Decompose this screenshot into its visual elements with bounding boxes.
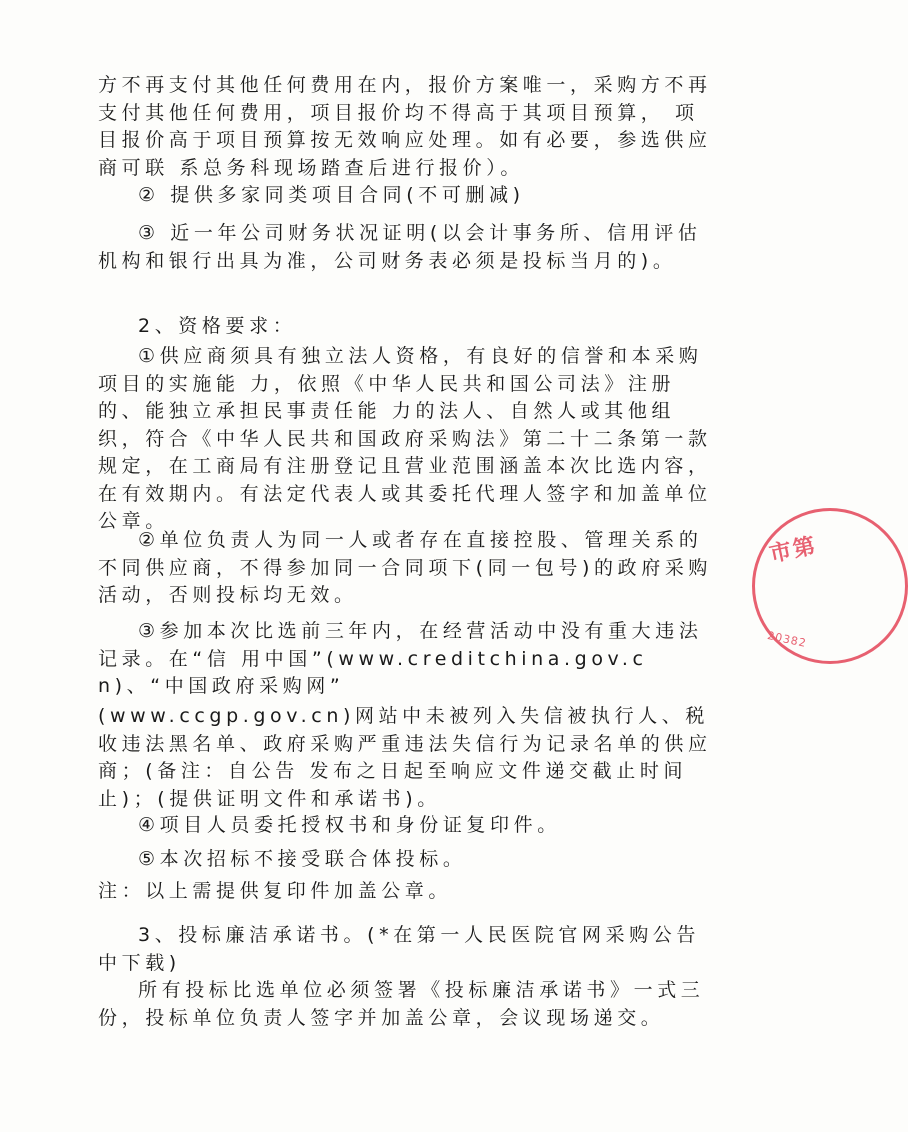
paragraph-no-consortium: ⑤本次招标不接受联合体投标。: [138, 848, 467, 870]
section-heading-qualifications: 2、资格要求：: [138, 315, 297, 337]
paragraph-no-violation: ③参加本次比选前三年内，在经营活动中没有重大违法记录。在“信 用中国”(www.creditchina.gov.cn)、“中国政府采购网”: [98, 620, 703, 697]
paragraph-contract-requirement: ② 提供多家同类项目合同(不可删减): [138, 184, 525, 206]
paragraph-legal-entity: ①供应商须具有独立法人资格，有良好的信誉和本采购项目的实施能 力，依照《中华人民共和国公司法》注册的、能独立承担民事责任能 力的法人、自然人或其他组织，符合《中华人民共和国政府采购法》第二十二条第一款规定，在工商局有注册登记且营业范围涵盖本次比选内容，在有效期内。有法定代表人或其委托代理人签字和加盖单位公章。: [98, 345, 712, 532]
paragraph-quote-terms: 方不再支付其他任何费用在内，报价方案唯一，采购方不再支付其他任何费用，项目报价均不得高于其项目预算， 项目报价高于项目预算按无效响应处理。如有必要，参选供应商可联 系总务科现场踏查后进行报价）。: [98, 74, 712, 179]
paragraph-pledge-submission: 所有投标比选单位必须签署《投标廉洁承诺书》一式三份，投标单位负责人签字并加盖公章，会议现场递交。: [98, 979, 705, 1029]
seal-number: 20382: [766, 628, 808, 651]
note-copies-stamped: 注：以上需提供复印件加盖公章。: [98, 880, 453, 902]
paragraph-related-suppliers: ②单位负责人为同一人或者存在直接控股、管理关系的不同供应商，不得参加同一合同项下(同一包号)的政府采购活动，否则投标均无效。: [98, 529, 713, 606]
paragraph-credit-check: (www.ccgp.gov.cn)网站中未被列入失信被执行人、税收违法黑名单、政府采购严重违法失信行为记录名单的供应商；(备注：自公告 发布之日起至响应文件递交截止时间止)；(提供证明文件和承诺书)。: [98, 705, 712, 810]
paragraph-authorization: ④项目人员委托授权书和身份证复印件。: [138, 814, 561, 836]
seal-text: 市第: [767, 533, 820, 568]
official-seal: [752, 508, 908, 664]
paragraph-financial-proof: ③ 近一年公司财务状况证明(以会计事务所、信用评估机构和银行出具为准，公司财务表必须是投标当月的)。: [98, 222, 702, 272]
section-heading-integrity-pledge: 3、投标廉洁承诺书。(*在第一人民医院官网采购公告中下载): [98, 924, 701, 974]
